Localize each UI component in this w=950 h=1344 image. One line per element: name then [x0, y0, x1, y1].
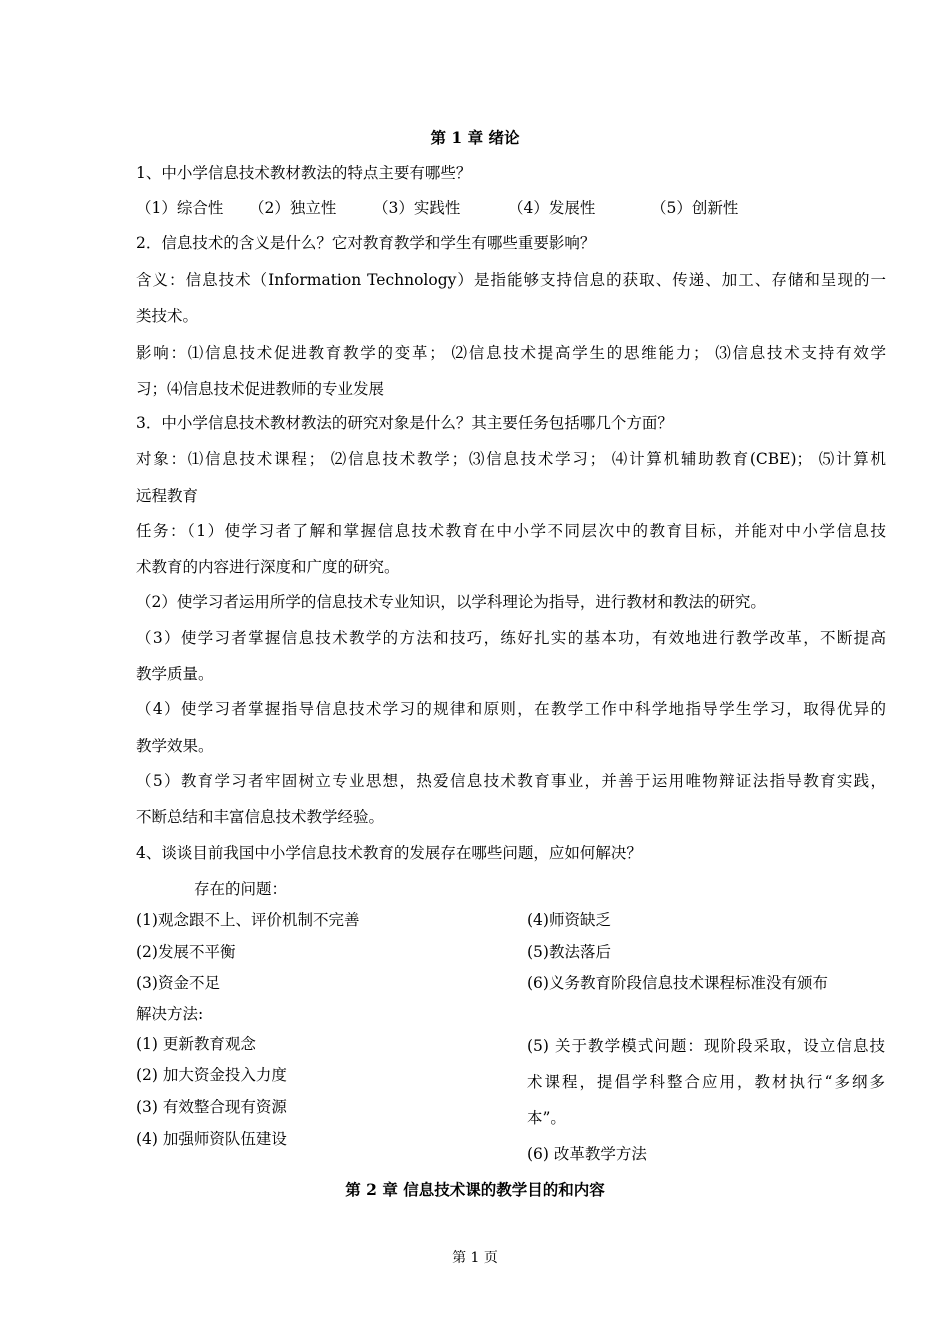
q4-solution-item: (2) 加大资金投入力度 [136, 1066, 287, 1084]
q3-object-line: 远程教育 [136, 487, 199, 505]
q4-solution-item: (1) 更新教育观念 [136, 1035, 256, 1053]
q4-problem-item: (4)师资缺乏 [527, 911, 611, 929]
q4-solution-item: (5) 关于教学模式问题：现阶段采取，设立信息技 [527, 1037, 885, 1055]
q4-problem-item: (1)观念跟不上、评价机制不完善 [136, 911, 360, 929]
q4-question: 4、谈谈目前我国中小学信息技术教育的发展存在哪些问题，应如何解决？ [136, 844, 642, 862]
q3-task-line: 不断总结和丰富信息技术教学经验。 [136, 808, 385, 826]
q4-solution-item: (4) 加强师资队伍建设 [136, 1130, 287, 1148]
q3-task-line: 术教育的内容进行深度和广度的研究。 [136, 558, 400, 576]
q1-question: 1、中小学信息技术教材教法的特点主要有哪些？ [136, 164, 472, 182]
q1-option: （5）创新性 [651, 199, 739, 217]
q4-solution-item: 本”。 [527, 1109, 566, 1127]
q1-option: （4）发展性 [508, 199, 596, 217]
q3-task-line: 任务：（1）使学习者了解和掌握信息技术教育在中小学不同层次中的教育目标，并能对中小学信息技 [136, 522, 886, 540]
q4-problem-item: (5)教法落后 [527, 943, 611, 961]
q4-problem-item: (3)资金不足 [136, 974, 220, 992]
q3-task-line: （5）教育学习者牢固树立专业思想，热爱信息技术教育事业，并善于运用唯物辩证法指导教育实践， [136, 772, 886, 790]
q3-task-line: 教学质量。 [136, 665, 214, 683]
q4-problems-heading: 存在的问题： [194, 880, 288, 898]
q2-impact-line: 影响：⑴信息技术促进教育教学的变革； ⑵信息技术提高学生的思维能力； ⑶信息技术支持有效学 [136, 344, 886, 362]
q4-problem-item: (2)发展不平衡 [136, 943, 236, 961]
q4-solutions-heading: 解决方法: [136, 1005, 204, 1023]
q2-question: 2．信息技术的含义是什么？它对教育教学和学生有哪些重要影响？ [136, 234, 596, 252]
q4-problem-item: (6)义务教育阶段信息技术课程标准没有颁布 [527, 974, 828, 992]
q4-solution-item: (3) 有效整合现有资源 [136, 1098, 287, 1116]
q1-option: （3）实践性 [373, 199, 461, 217]
page-number: 第 1 页 [452, 1250, 498, 1266]
q3-question: 3．中小学信息技术教材教法的研究对象是什么？其主要任务包括哪几个方面？ [136, 414, 673, 432]
q3-task-line: （3）使学习者掌握信息技术教学的方法和技巧，练好扎实的基本功，有效地进行教学改革，不断提高 [136, 629, 886, 647]
q3-task-line: （2）使学习者运用所学的信息技术专业知识，以学科理论为指导，进行教材和教法的研究。 [136, 593, 766, 611]
q2-impact-line: 习；⑷信息技术促进教师的专业发展 [136, 380, 385, 398]
q2-meaning-line: 类技术。 [136, 307, 199, 325]
chapter1-title: 第 1 章 绪论 [430, 128, 520, 147]
q2-meaning-line: 含义：信息技术（Information Technology）是指能够支持信息的获取、传递、加工、存储和呈现的一 [136, 271, 886, 289]
q1-option: （2）独立性 [249, 199, 337, 217]
q4-solution-item: 术课程，提倡学科整合应用，教材执行“多纲多 [527, 1073, 885, 1091]
q3-task-line: 教学效果。 [136, 737, 214, 755]
q3-object-line: 对象：⑴信息技术课程； ⑵信息技术教学；⑶信息技术学习； ⑷计算机辅助教育(CBE)； ⑸计算机 [136, 450, 886, 468]
chapter2-title: 第 2 章 信息技术课的教学目的和内容 [345, 1180, 605, 1199]
q1-option: （1）综合性 [136, 199, 224, 217]
q3-task-line: （4）使学习者掌握指导信息技术学习的规律和原则，在教学工作中科学地指导学生学习，取得优异的 [136, 700, 886, 718]
q4-solution-item: (6) 改革教学方法 [527, 1145, 647, 1163]
